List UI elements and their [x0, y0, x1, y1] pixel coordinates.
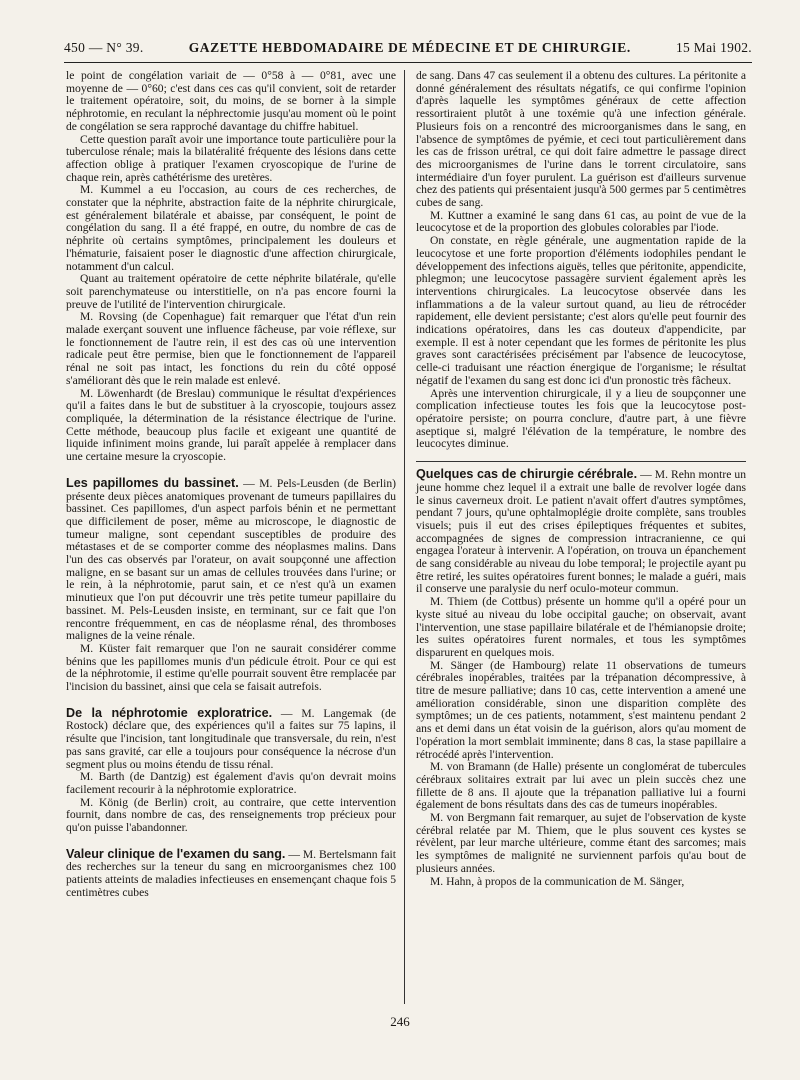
- paragraph: M. Thiem (de Cottbus) présente un homme qu'il a opéré pour un kyste situé au niveau du lobe occipital gauche; on observait, avant l'intervention, une stase papillaire bilatérale et de l'hémianopsie droite; les suites opératoires furent normales, et tous les symptômes disparurent en quelques mois.: [416, 595, 746, 659]
- paragraph: M. von Bergmann fait remarquer, au sujet de l'observation de kyste cérébral relatée par M. Thiem, que le plus souvent ces kystes se révèlent, par leur marche ultérieure, comme étant des sarcomes; mais les symptômes de malignité ne surviennent parfois qu'au bout de plusieurs années.: [416, 811, 746, 875]
- section-title: Les papillomes du bassinet.: [66, 475, 239, 490]
- paragraph: de sang. Dans 47 cas seulement il a obtenu des cultures. La péritonite a donné généralement des résultats négatifs, ce qui confirme l'opinion d'après laquelle les symptômes généraux de cette affection ressortiraient plutôt à une toxémie qu'à une infection générale. Plusieurs fois on a rencontré des microorganismes dans le sang, en l'absence de symptômes de pyémie, et ceci tout particulièrement dans les cas de frisson urétral, ce qui doit faire admettre le passage direct des microorganismes de l'urine dans le torrent circulatoire, sans intermédiaire d'un foyer purulent. La guérison est d'ailleurs survenue chez des patients qui présentaient jusqu'à 500 germes par 5 centimètres cubes de sang.: [416, 69, 746, 210]
- section-separator: [416, 461, 746, 462]
- header-rule: [64, 62, 752, 63]
- paragraph: Cette question paraît avoir une importance toute particulière pour la tuberculose rénale; mais la bilatéralité fréquente des lésions dans cette affection oblige à pratiquer l'examen cryoscopique de l'urine de chaque rein, après cathétérisme des uretères.: [66, 132, 396, 184]
- section-papillomes: [66, 477, 396, 643]
- paragraph: le point de congélation variait de — 0°58 à — 0°81, avec une moyenne de — 0°60; c'est dans ces cas qu'il convient, soit de retarder le traitement opératoire, soit, du moins, de se borner à la simple néphrotomie, en reculant la néphrectomie jusqu'au moment où le point de congélation se sera rapproché davantage du chiffre habituel.: [66, 69, 396, 133]
- paragraph: M. König (de Berlin) croit, au contraire, que cette intervention fournit, dans nombre de cas, des renseignements trop précieux pour qu'on puisse l'abandonner.: [66, 795, 396, 835]
- paragraph: Quant au traitement opératoire de cette néphrite bilatérale, qu'elle soit parenchymateuse ou interstitielle, on n'a pas encore fourni la preuve de l'utilité de l'intervention chirurgicale.: [66, 272, 396, 311]
- page-number: 246: [390, 1014, 410, 1029]
- section-text: — M. Rehn montre un jeune homme chez lequel il a extrait une balle de revolver logée dans le sinus caverneux droit. Le patient n'avait offert d'autres symptômes, pendant 7 jours, qu'une ophtalmoplégie droite complète, sans troubles visuels; puis il eut des crises épileptiques fréquentes et subites, accompagnées de signes de compression intracranienne, ce qui engagea l'orateur à intervenir. A l'opération, on trouva un épanchement de sang considérable au niveau du lobe temporal; le projectile ayant pu être retiré, les suites opératoires furent bonnes; le malade a guéri, mais il conserve une paralysie du nerf oculo-moteur commun.: [416, 468, 746, 596]
- section-title: Quelques cas de chirurgie cérébrale.: [416, 467, 638, 482]
- paragraph: M. Küster fait remarquer que l'on ne saurait considérer comme bénins que les papillomes munis d'un pédicule étroit. Pour ce qui est de la néphrotomie, il estime qu'elle pourrait souvent être remplacée par l'incision du bassinet, ainsi que cela se faisait autrefois.: [66, 641, 396, 694]
- left-column: [66, 70, 396, 900]
- paragraph: M. Hahn, à propos de la communication de M. Sänger,: [430, 874, 685, 888]
- paragraph: M. von Bramann (de Halle) présente un conglomérat de tubercules cérébraux solitaires extrait par lui avec un plein succès chez une fillette de 8 ans. Il ajoute que la trépanation palliative lui a fourni également de bons résultats dans des cas de tumeurs inopérables.: [416, 760, 746, 812]
- paragraph: M. Löwenhardt (de Breslau) communique le résultat d'expériences qu'il a faites dans le but de substituer à la cryoscopie, toujours assez compliquée, la détermination de la résistance électrique de l'urine. Cette méthode, beaucoup plus facile et exigeant une quantité de liquide infiniment moins grande, lui paraît appelée à remplacer dans une certaine mesure la cryoscopie.: [66, 386, 396, 464]
- section-text: — M. Langemak (de Rostock) déclare que, des expériences qu'il a faites sur 75 lapins, il résulte que l'incision, tant longitudinale que transversale, du rein, n'est pas sans gravité, car elle a toujours pour conséquence la nécrose d'un segment plus ou moins étendu de tissu rénal.: [66, 706, 396, 771]
- paragraph: M. Sänger (de Hambourg) relate 11 observations de tumeurs cérébrales inopérables, traitées par la trépanation décompressive, à titre de mesure palliative; dans 10 cas, cette intervention a amené une amélioration considérable, sinon une disparition complète des symptômes; un de ces patients, notamment, s'est maintenu pendant 2 ans et demi dans un état voisin de la guérison, alors qu'au moment de l'opération la mort semblait imminente; dans 8 cas, la stase papillaire a rétrocédé après l'intervention.: [416, 658, 746, 761]
- paragraph: M. Kuttner a examiné le sang dans 61 cas, au point de vue de la leucocytose et de la proportion des globules colorables par l'iode.: [416, 208, 746, 235]
- paragraph: Après une intervention chirurgicale, il y a lieu de soupçonner une complication infectieuse toutes les fois que la leucocytose post-opératoire persiste; on pourra conclure, d'autre part, à une fièvre aseptique si, malgré l'élévation de la température, le nombre des leucocytes diminue.: [416, 386, 746, 451]
- paragraph: On constate, en règle générale, une augmentation rapide de la leucocytose et une forte proportion d'éléments iodophiles pendant le développement des infections aiguës, telles que péritonite, appendicite, phlegmon; une leucocytose passagère survient également après les interventions chirurgicales. La leucocytose observée dans les inflammations a de la valeur surtout quand, au lieu de rétrocéder rapidement, elle devient persistante; c'est alors qu'elle peut fournir des indications opératoires, dans les cas douteux d'appendicite, par exemple. Il est à noter cependant que les formes de péritonite les plus graves sont caractérisées précisément par l'absence de leucocytose, celle-ci traduisant une réaction énergique de l'organisme; le résultat négatif de l'examen du sang est donc ici d'un pronostic très fâcheux.: [416, 234, 746, 387]
- paragraph: M. Rovsing (de Copenhague) fait remarquer que l'état d'un rein malade exerçant souvent une influence fâcheuse, par voie réflexe, sur le fonctionnement de l'autre rein, il est des cas où une intervention radicale peut être permise, bien que le fonctionnement de l'appareil rénal ne soit pas intact, les fonctions du rein du côté opposé s'améliorant dès que le rein malade est enlevé.: [66, 310, 396, 387]
- running-header: [64, 40, 752, 62]
- paragraph: M. Barth (de Dantzig) est également d'avis qu'on devrait moins facilement recourir à la néphrotomie exploratrice.: [66, 770, 396, 796]
- section-nephrotomie: [66, 707, 396, 772]
- section-examen-sang: [66, 848, 396, 900]
- paragraph: M. Kummel a eu l'occasion, au cours de ces recherches, de constater que la néphrite, abstraction faite de la néphrite chirurgicale, est généralement bilatérale et abaisse, par conséquent, le point de congélation du sang. Il a été frappé, en outre, du nombre de cas de néphrite où certains symptômes, principalement les douleurs et l'hématurie, faisaient poser le diagnostic d'une affection chirurgicale, notamment d'un calcul.: [66, 183, 396, 273]
- section-title: Valeur clinique de l'examen du sang.: [66, 846, 286, 861]
- page-issue-number: 450 — N° 39.: [64, 40, 144, 55]
- section-title: De la néphrotomie exploratrice.: [66, 705, 273, 720]
- section-chirurgie-cerebrale: [416, 468, 746, 596]
- right-column: [416, 70, 746, 888]
- section-text: — M. Bertelsmann fait des recherches sur la teneur du sang en microorganismes chez 100 patients atteints de maladies infectieuses en ensemençant chaque fois 5 centimètres cubes: [66, 847, 396, 899]
- journal-title: GAZETTE HEBDOMADAIRE DE MÉDECINE ET DE CHIRURGIE.: [188, 40, 631, 55]
- issue-date: 15 Mai 1902.: [676, 40, 752, 55]
- column-divider: [404, 70, 405, 1004]
- section-text: — M. Pels-Leusden (de Berlin) présente deux pièces anatomiques provenant de tumeurs papillaires du bassinet. Ces papillomes, d'un aspect parfois bénin et ne permettant que difficilement de poser, même au microscope, le diagnostic de tumeur maligne, sont cependant susceptibles de produire des métastases et de se comporter comme des néoplasmes malins. Dans l'un des cas observés par l'orateur, on avait soupçonné une affection maligne, en se basant sur un amas de cellules trouvées dans l'urine; or le rein, à la néphrotomie, parut sain, et ce n'est qu'à un examen minutieux que l'on put découvrir une très petite tumeur papillaire du bassinet. M. Pels-Leusden insiste, en terminant, sur ce fait que l'on rencontre fréquemment, en cas de néoplasme rénal, des thromboses malignes de la veine rénale.: [66, 476, 396, 643]
